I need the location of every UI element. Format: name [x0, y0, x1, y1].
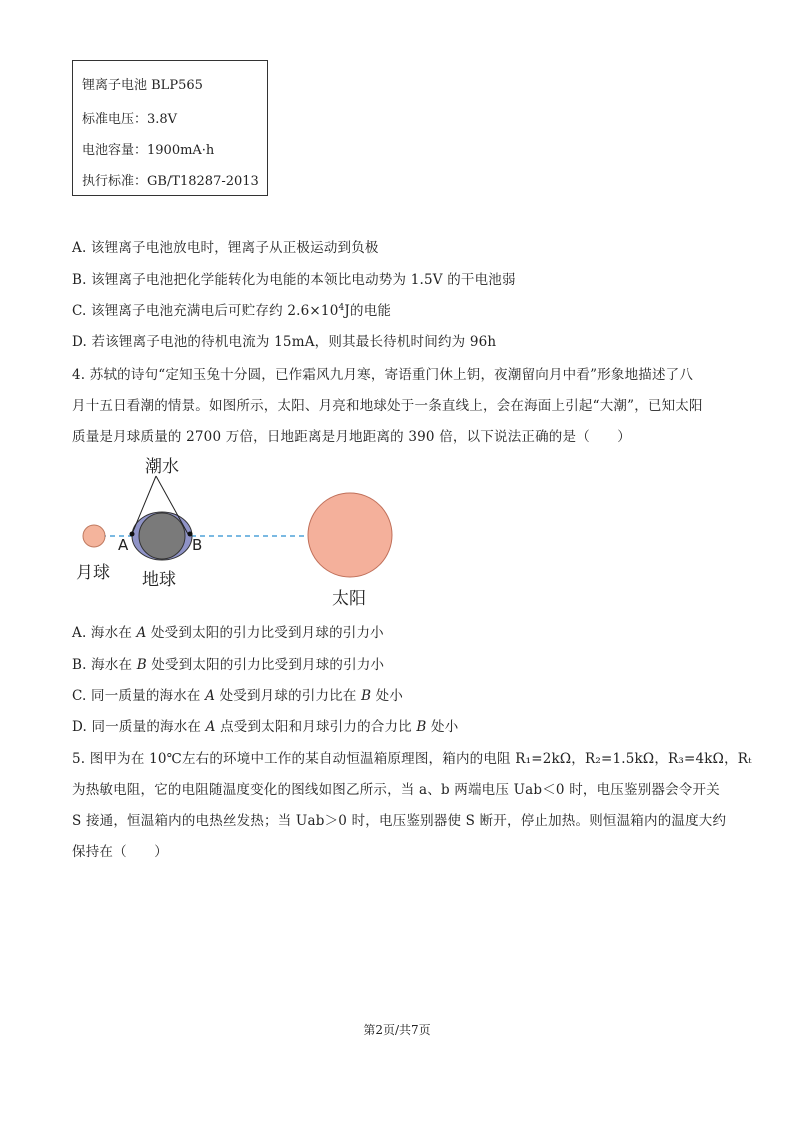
q4-stem-line1: 4. 苏轼的诗句“定知玉兔十分圆，已作霜风九月寒，寄语重门休上钥，夜潮留向月中看”形象地描述了八 [72, 367, 694, 383]
battery-capacity: 电池容量：1900mA·h [82, 143, 215, 158]
sun-label: 太阳 [332, 589, 366, 609]
battery-voltage: 标准电压：3.8V [82, 112, 178, 127]
q4-option-d: D. 同一质量的海水在 A 点受到太阳和月球引力的合力比 B 处小 [72, 719, 459, 735]
battery-standard: 执行标准：GB/T18287-2013 [82, 174, 259, 189]
q3-option-d: D. 若该锂离子电池的待机电流为 15mA，则其最长待机时间约为 96h [72, 334, 497, 350]
sun-circle [308, 493, 392, 577]
q5-stem-line3: S 接通，恒温箱内的电热丝发热；当 Uab＞0 时，电压鉴别器使 S 断开，停止加热。则恒温箱内的温度大约 [72, 813, 727, 829]
q5-stem-line2: 为热敏电阻，它的电阻随温度变化的图线如图乙所示，当 a、b 两端电压 Uab＜0 时，电压鉴别器会令开关 [72, 782, 720, 798]
page-footer: 第2页/共7页 [363, 1023, 431, 1037]
earth-label: 地球 [142, 570, 176, 590]
q3-option-a: A. 该锂离子电池放电时，锂离子从正极运动到负极 [72, 240, 379, 256]
q5-stem-line1: 5. 图甲为在 10℃左右的环境中工作的某自动恒温箱原理图，箱内的电阻 R₁=2kΩ，R₂=1.5kΩ，R₃=4kΩ，Rₜ [72, 751, 752, 767]
battery-model: 锂离子电池 BLP565 [82, 78, 203, 93]
q4-option-c: C. 同一质量的海水在 A 处受到月球的引力比在 B 处小 [72, 688, 404, 704]
q3-option-b: B. 该锂离子电池把化学能转化为电能的本领比电动势为 1.5V 的干电池弱 [72, 272, 516, 288]
tide-label: 潮水 [145, 457, 179, 477]
q4-stem-line2: 月十五日看潮的情景。如图所示，太阳、月亮和地球处于一条直线上，会在海面上引起“大潮”，已知太阳 [72, 398, 703, 414]
q5-stem-line4: 保持在（ ） [72, 844, 168, 860]
q3-option-c: C. 该锂离子电池充满电后可贮存约 $2.6\times 10^4J$的电能 [72, 303, 392, 319]
point-a-dot [130, 532, 135, 537]
moon-label: 月球 [76, 563, 110, 583]
q4-stem-line3: 质量是月球质量的 2700 万倍，日地距离是月地距离的 390 倍，以下说法正确的是（ ） [72, 429, 631, 445]
point-b-label: B [192, 536, 203, 554]
point-a-label: A [118, 536, 129, 554]
moon-circle [83, 525, 105, 547]
q4-option-b: B. 海水在 B 处受到太阳的引力比受到月球的引力小 [72, 657, 385, 673]
battery-label-box [72, 60, 268, 196]
earth-circle [139, 513, 185, 559]
q4-option-a: A. 海水在 A 处受到太阳的引力比受到月球的引力小 [72, 625, 384, 641]
sun-moon-earth-diagram [70, 448, 400, 613]
